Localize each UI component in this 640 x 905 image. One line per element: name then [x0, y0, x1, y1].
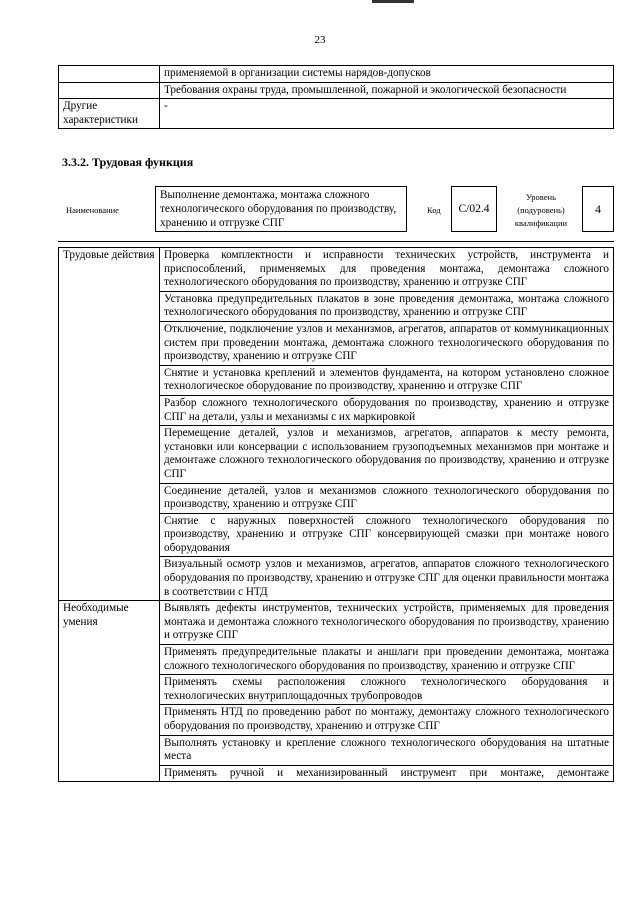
scan-mark — [372, 0, 414, 3]
labor-action-item: Визуальный осмотр узлов и механизмов, агрегатов, аппаратов сложного технологического оборудования по производству, хранению и отгрузке СПГ для оценки правильности монтажа в соответствии с НТД — [160, 557, 614, 601]
code-label: Код — [427, 205, 441, 215]
labor-action-item: Проверка комплектности и исправности технических устройств, инструмента и приспособлений, применяемых для проведения монтажа, демонтажа сложного технологического оборудования по производству, хранению и отгрузке СПГ — [160, 248, 614, 292]
skill-item: Применять НТД по проведению работ по монтажу, демонтажу сложного технологического оборудования по производству, хранению и отгрузке СПГ — [160, 705, 614, 735]
row-label — [59, 82, 160, 99]
labor-action-item: Соединение деталей, узлов и механизмов сложного технологического оборудования по производству, хранению и отгрузке СПГ — [160, 483, 614, 513]
top-table — [58, 65, 614, 129]
table-row — [59, 66, 614, 83]
row-text: Требования охраны труда, промышленной, пожарной и экологической безопасности — [160, 82, 614, 99]
table-row — [59, 99, 614, 129]
labor-action-item: Снятие и установка креплений и элементов фундамента, на котором установлено сложное технологическое оборудование по производству, хранению и отгрузке СПГ — [160, 365, 614, 395]
section-heading: 3.3.2. Трудовая функция — [62, 155, 194, 169]
table-row — [59, 248, 614, 292]
row-text: применяемой в организации системы нарядов-допусков — [160, 66, 614, 83]
row-label — [59, 66, 160, 83]
level-label: Уровень (подуровень) квалификации — [514, 192, 568, 228]
page-number: 23 — [314, 34, 326, 46]
labor-action-item: Разбор сложного технологического оборудования по производству, хранению и отгрузке СПГ на детали, узлы и механизмы с их маркировкой — [160, 395, 614, 425]
labor-actions-label: Трудовые действия — [59, 248, 160, 601]
labor-action-item: Отключение, подключение узлов и механизмов, агрегатов, аппаратов от коммуникационных систем при проведении монтажа, демонтажа сложного технологического оборудования по производству, хранению и отгрузке СПГ — [160, 321, 614, 365]
name-label: Наименование — [66, 205, 119, 215]
table-row — [59, 82, 614, 99]
labor-action-item: Снятие с наружных поверхностей сложного технологического оборудования по производству, хранению и отгрузке СПГ консервирующей смазки при монтаже нового оборудования — [160, 513, 614, 557]
function-code: С/02.4 — [451, 186, 497, 232]
qualification-level: 4 — [582, 186, 614, 232]
row-text: - — [160, 99, 614, 129]
skill-item: Применять ручной и механизированный инструмент при монтаже, демонтаже — [160, 765, 614, 782]
skill-item: Выявлять дефекты инструментов, технических устройств, применяемых для проведения монтажа и демонтажа сложного технологического оборудования по производству, хранению и отгрузке СПГ — [160, 601, 614, 645]
table-row — [59, 601, 614, 645]
skill-item: Применять предупредительные плакаты и аншлаги при проведении демонтажа, монтажа сложного технологического оборудования по производству, хранению и отгрузке СПГ — [160, 645, 614, 675]
labor-action-item: Перемещение деталей, узлов и механизмов, агрегатов, аппаратов к месту ремонта, установки или консервации с использованием грузоподъемных механизмов при монтаже и демонтаже сложного технологического оборудования по производству, хранению и отгрузке СПГ — [160, 426, 614, 483]
required-skills-label: Необходимые умения — [59, 601, 160, 782]
skill-item: Выполнять установку и крепление сложного технологического оборудования на штатные места — [160, 735, 614, 765]
function-name: Выполнение демонтажа, монтажа сложного технологического оборудования по производству, хранению и отгрузке СПГ — [155, 186, 407, 232]
function-table — [58, 247, 614, 782]
row-label: Другие характеристики — [59, 99, 160, 129]
divider — [58, 241, 614, 242]
labor-action-item: Установка предупредительных плакатов в зоне проведения демонтажа, монтажа сложного технологического оборудования по производству, хранению и отгрузке СПГ — [160, 291, 614, 321]
skill-item: Применять схемы расположения сложного технологического оборудования и технологических внутриплощадочных трубопроводов — [160, 675, 614, 705]
